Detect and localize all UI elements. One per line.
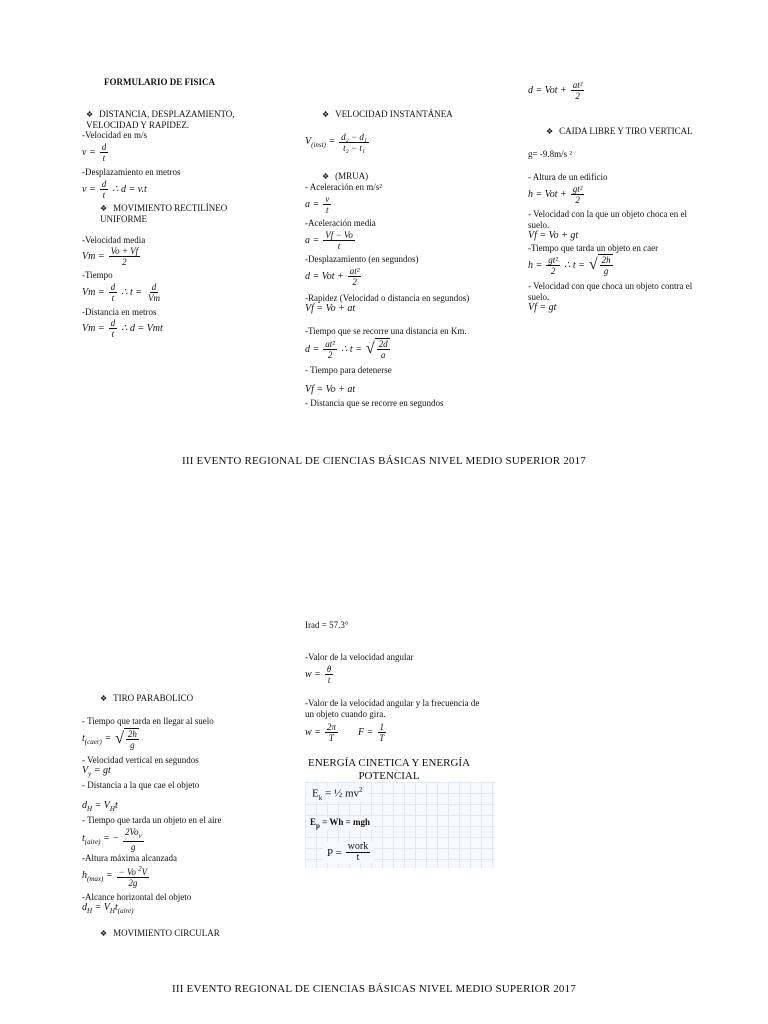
formula-distancia-horizontal: $d_H = V_Ht$ (82, 800, 118, 813)
formula-alcance: $d_H = V_Ht_{(aire)}$ (82, 902, 134, 915)
formula-detenerse: Vf = Vo + at (305, 384, 356, 395)
formula-velocidad-choca: Vf = Vo + gt (528, 230, 579, 241)
alcance-label: -Alcance horizontal del objeto (82, 892, 192, 902)
formula-desplazamiento-mrua: d = Vot + $\frac{\text{at²}}{2}$ (305, 266, 360, 287)
altura-label: - Altura de un edificio (528, 172, 608, 182)
formula-tiempo-distancia: d = $\frac{\text{at²}}{2}$ ∴ t = √ $\frac{2d}{a}$ (305, 338, 388, 360)
tiempo-suelo-label: - Tiempo que tarda en llegar al suelo (82, 716, 214, 726)
formula-velocidad-vertical: $V_y$ = gt (82, 765, 111, 778)
potential-energy-formula: $E_p = Wh$ = mgh (310, 817, 371, 830)
formula-tiempo-caer: h = $\frac{\text{gt²}}{2}$ ∴ t = √ $\frac{2h}{g}$ (528, 254, 611, 276)
formula-velocidad-suelo: Vf = gt (528, 302, 557, 313)
formula-tiempo-aire: $t_{(aire)}$ = − $\frac{2Vo_v}{g}$ (82, 827, 142, 852)
velocidad-choca-label: - Velocidad con la que un objeto choca en el suelo. (528, 209, 688, 230)
energy-formula-box (305, 782, 495, 868)
section-heading-distancia: ❖ DISTANCIA, DESPLAZAMIENTO, VELOCIDAD Y RAPIDEZ. (86, 109, 256, 131)
formula-velocidad-media: Vm = $\frac{Vo + Vf}{2}$ (82, 246, 139, 267)
formula-distancia-top: d = Vot + $\frac{\text{at²}}{2}$ (528, 80, 583, 101)
altura-maxima-label: -Altura máxima alcanzada (82, 853, 177, 863)
radian-conversion: Irad = 57.3° (305, 620, 349, 630)
formula-aceleracion-media: a = $\frac{Vf - Vo}{t}$ (305, 230, 353, 251)
formula-velocidad: v = $\frac{d}{t}$ (82, 142, 107, 163)
desplazamiento-label: -Desplazamiento en metros (82, 167, 181, 177)
formula-rapidez: Vf = Vo + at (305, 303, 356, 314)
formula-tiempo: Vm = $\frac{d}{t}$ ∴ t = $\frac{d}{Vm}$ (82, 282, 160, 303)
tiempo-label: -Tiempo (82, 270, 113, 280)
section-heading-mrua: ❖ (MRUA) (322, 171, 368, 182)
formula-altura-maxima: $h_{(max)}$ = $\frac{- Vo ^2V}{2g}$ (82, 865, 148, 888)
section-heading-tiro-parabolico: ❖ TIRO PARABOLICO (100, 693, 193, 704)
tiempo-caer-label: -Tiempo que tarda un objeto en caer (528, 243, 659, 253)
aceleracion-label: - Aceleración en m/s² (305, 182, 382, 192)
formula-desplazamiento: v = $\frac{d}{t}$ ∴ d = v.t (82, 179, 147, 200)
velocidad-choca2-label: - Velocidad con que choca un objeto contra el suelo. (528, 281, 693, 302)
distancia-segundos-label: - Distancia que se recorre en segundos (305, 398, 444, 408)
velocidad-media-label: -Velocidad media (82, 235, 146, 245)
velocidad-label: -Velocidad en m/s (82, 130, 147, 140)
formula-altura: h = Vot + $\frac{\text{gt²}}{2}$ (528, 184, 583, 205)
gravity-value: g= -9.8m/s ² (528, 149, 573, 159)
velocidad-angular-frecuencia-label: -Valor de la velocidad angular y la frecuencia de un objeto cuando gira. (305, 698, 480, 719)
energy-heading: ENERGÍA CINETICA Y ENERGÍA POTENCIAL (307, 757, 471, 782)
velocidad-angular-label: -Valor de la velocidad angular (305, 652, 414, 662)
formula-distancia: Vm = $\frac{d}{t}$ ∴ d = Vmt (82, 318, 163, 339)
aceleracion-media-label: -Aceleración media (305, 218, 376, 228)
power-formula: P = $\frac{\text{work}}{t}$ (323, 842, 374, 863)
section-heading-movimiento-circular: ❖ MOVIMIENTO CIRCULAR (100, 928, 220, 939)
page1-footer: III EVENTO REGIONAL DE CIENCIAS BÁSICAS NIVEL MEDIO SUPERIOR 2017 (182, 455, 586, 467)
tiempo-km-label: -Tiempo que se recorre una distancia en Km. (305, 326, 467, 336)
desplazamiento-segundos-label: -Desplazamiento (en segundos) (305, 254, 419, 264)
formula-velocidad-instantanea: $V_{(inst)}$ = $\frac{\text{d₂ − d₁}}{\text{t₂ − t₁}}$ (305, 132, 367, 153)
distancia-label: -Distancia en metros (82, 307, 157, 317)
kinetic-energy-formula: $E_k$ = ½ $mv^2$ (308, 786, 367, 802)
page2-footer: III EVENTO REGIONAL DE CIENCIAS BÁSICAS NIVEL MEDIO SUPERIOR 2017 (172, 983, 576, 995)
tiempo-aire-label: - Tiempo que tarda un objeto en el aire (82, 815, 222, 825)
formula-aceleracion: a = $\frac{v}{t}$ (305, 194, 330, 215)
page-title: FORMULARIO DE FISICA (104, 77, 216, 87)
section-heading-mru: ❖ MOVIMIENTO RECTILÍNEO UNIFORME (100, 203, 250, 225)
velocidad-vertical-label: - Velocidad vertical en segundos (82, 755, 199, 765)
rapidez-label: -Rapidez (Velocidad o distancia en segundos) (305, 293, 470, 303)
section-heading-caida-libre: ❖ CAIDA LIBRE Y TIRO VERTICAL (546, 126, 693, 137)
formula-tiempo-suelo: $t_{(caer)}$ = √ $\frac{2h}{g}$ (82, 729, 137, 750)
formula-frecuencia: w = $\frac{2\pi}{T}$ F = $\frac{1}{T}$ (305, 722, 385, 743)
section-heading-velocidad-instantanea: ❖ VELOCIDAD INSTANTÁNEA (322, 109, 453, 120)
detenerse-label: - Tiempo para detenerse (305, 365, 392, 375)
distancia-cae-label: - Distancia a la que cae el objeto (82, 780, 200, 790)
formula-velocidad-angular: w = $\frac{\theta}{t}$ (305, 664, 332, 685)
